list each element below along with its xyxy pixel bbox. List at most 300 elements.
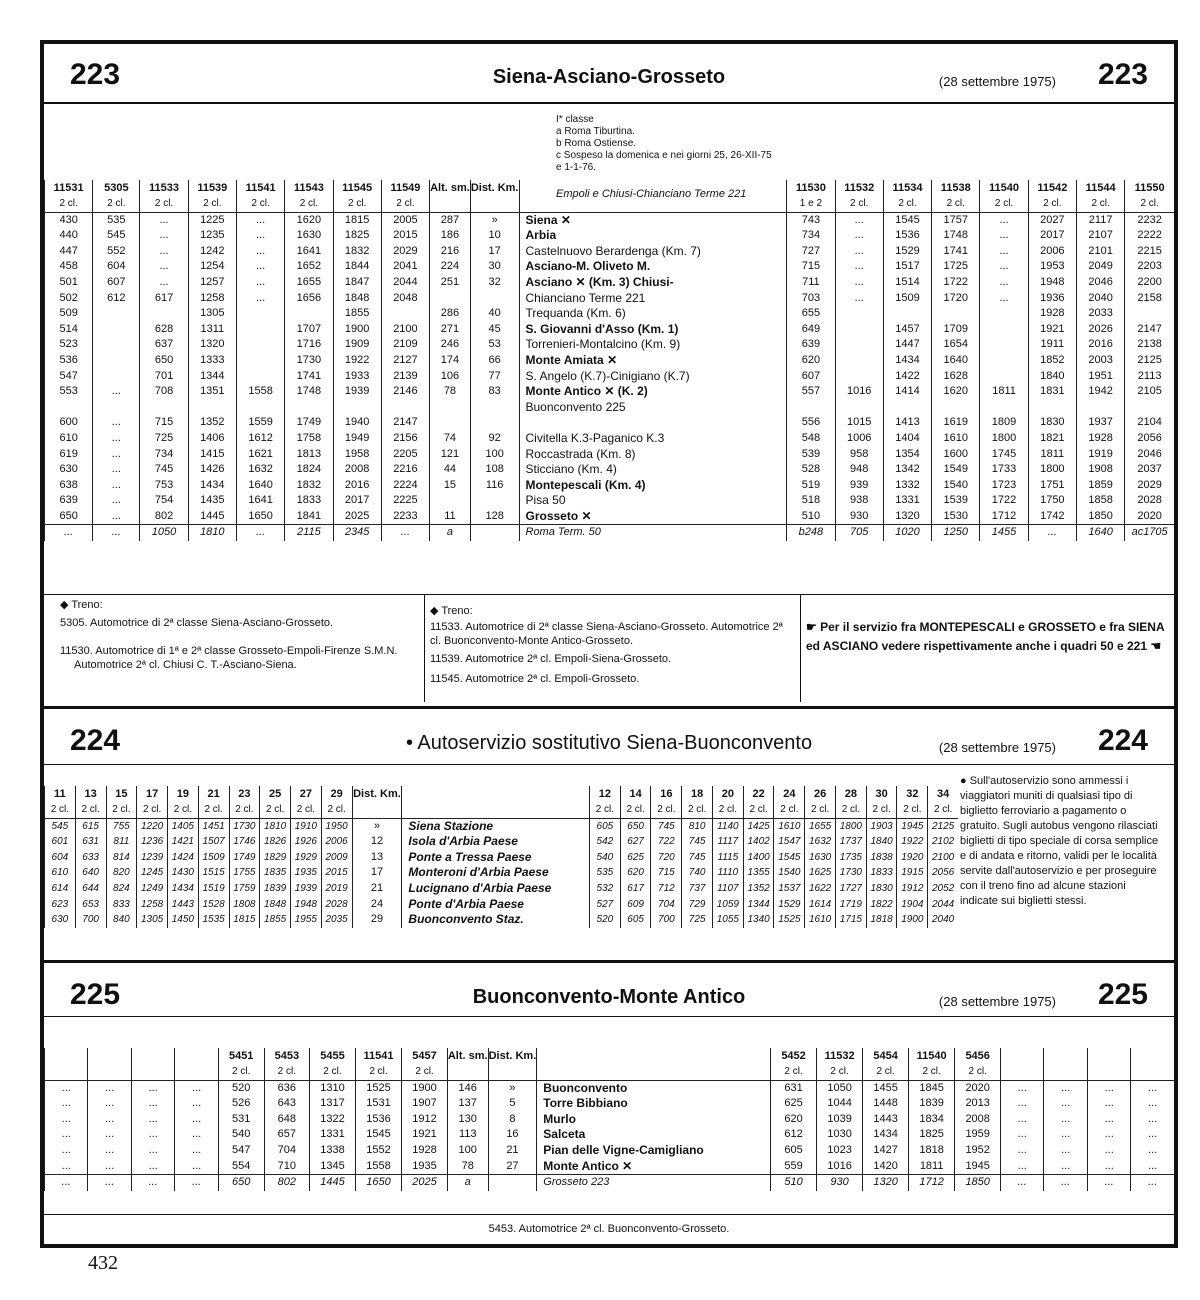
time-cell: ... xyxy=(1028,525,1076,541)
time-cell: ... xyxy=(45,1159,88,1175)
time-cell: 1535 xyxy=(198,912,229,928)
time-cell: 2008 xyxy=(955,1112,1001,1128)
time-cell: 1841 xyxy=(285,509,333,525)
table-row xyxy=(45,865,959,881)
time-cell xyxy=(93,322,140,338)
time-cell: 1620 xyxy=(932,384,980,400)
time-cell: 1625 xyxy=(805,865,836,881)
bus-number: 24 xyxy=(774,786,805,802)
table-row xyxy=(45,244,1175,260)
table-row xyxy=(45,447,1175,463)
time-cell: 519 xyxy=(787,478,835,494)
train-number: 11540 xyxy=(908,1048,954,1064)
time-cell: 1107 xyxy=(712,881,743,897)
time-cell: 2056 xyxy=(928,865,958,881)
time-cell: ... xyxy=(88,1127,131,1143)
time-cell: 545 xyxy=(93,228,140,244)
station-name: Buonconvento Staz. xyxy=(402,912,590,928)
time-cell: 1811 xyxy=(1028,447,1076,463)
time-cell: 1331 xyxy=(310,1127,356,1143)
train-number xyxy=(1001,1048,1044,1064)
time-cell: ... xyxy=(1001,1143,1044,1159)
class-label: 2 cl. xyxy=(198,802,229,818)
time-cell: 1859 xyxy=(1076,478,1124,494)
time-cell: 1727 xyxy=(835,881,866,897)
table-row xyxy=(45,786,959,802)
station-name: Chianciano Terme 221 xyxy=(519,291,787,307)
class-label: 2 cl. xyxy=(1076,196,1124,212)
time-cell: ... xyxy=(1001,1159,1044,1175)
time-cell xyxy=(93,353,140,369)
time-cell xyxy=(835,306,883,322)
km-cell: 29 xyxy=(352,912,402,928)
time-cell: 2003 xyxy=(1076,353,1124,369)
time-cell: 930 xyxy=(816,1175,862,1191)
km-cell: 45 xyxy=(470,322,519,338)
time-cell: 1725 xyxy=(932,259,980,275)
table-row xyxy=(45,525,1175,541)
time-cell: 705 xyxy=(835,525,883,541)
time-cell: 617 xyxy=(620,881,651,897)
time-cell: ... xyxy=(1044,1096,1087,1112)
table-number: 225 xyxy=(1097,978,1148,1011)
time-cell: 1850 xyxy=(1076,509,1124,525)
time-cell: 2113 xyxy=(1125,369,1174,385)
time-cell: ... xyxy=(1044,1112,1087,1128)
time-cell: 2203 xyxy=(1125,259,1174,275)
time-cell: 1845 xyxy=(908,1080,954,1096)
time-cell: 1528 xyxy=(198,897,229,913)
time-cell: ... xyxy=(88,1175,131,1191)
time-cell: 1831 xyxy=(1028,384,1076,400)
time-cell: 639 xyxy=(787,337,835,353)
time-cell: 2026 xyxy=(1076,322,1124,338)
time-cell: 1928 xyxy=(402,1143,448,1159)
time-cell: 1825 xyxy=(908,1127,954,1143)
bus-number: 26 xyxy=(805,786,836,802)
time-cell: 1322 xyxy=(310,1112,356,1128)
class-label: 1 e 2 xyxy=(787,196,835,212)
km-cell: 77 xyxy=(470,369,519,385)
class-label xyxy=(1044,1064,1087,1080)
time-cell: 615 xyxy=(75,818,106,834)
time-cell: 840 xyxy=(106,912,137,928)
time-cell: 1507 xyxy=(198,834,229,850)
alt-cell: 137 xyxy=(447,1096,488,1112)
time-cell: 1825 xyxy=(333,228,381,244)
time-cell: 1730 xyxy=(229,818,260,834)
km-cell xyxy=(488,1175,537,1191)
time-cell: 700 xyxy=(651,912,682,928)
table-row xyxy=(45,196,1175,212)
train-number xyxy=(131,1048,174,1064)
train-number: 11543 xyxy=(285,180,333,196)
time-cell: 2102 xyxy=(928,834,958,850)
time-cell: 740 xyxy=(682,865,713,881)
time-cell: 1655 xyxy=(285,275,333,291)
alt-cell xyxy=(430,415,471,431)
station-name: Ponte d'Arbia Paese xyxy=(402,897,590,913)
time-cell: 1355 xyxy=(743,865,774,881)
time-cell: 2040 xyxy=(928,912,958,928)
time-cell: 1741 xyxy=(932,244,980,260)
time-cell: 1949 xyxy=(333,431,381,447)
time-cell: 650 xyxy=(218,1175,264,1191)
train-number: 11531 xyxy=(45,180,93,196)
bus-number: 14 xyxy=(620,786,651,802)
notes-left: ◆ Treno: 5305. Automotrice di 2ª classe Siena-Asciano-Grosseto. 11530. Automotrice di 1ª e 2ª classe Grosseto-Empoli-Firenze S.M.N. Automotrice 2ª cl. Chiusi C. T.-Asciano-Siena. xyxy=(60,599,398,671)
time-cell: 1759 xyxy=(229,881,260,897)
station-name: Siena ✕ xyxy=(519,212,787,228)
time-cell: ... xyxy=(835,244,883,260)
time-cell: 2052 xyxy=(928,881,958,897)
table-row xyxy=(45,1096,1175,1112)
table-row xyxy=(45,850,959,866)
table-row xyxy=(45,415,1175,431)
time-cell: ... xyxy=(140,275,188,291)
time-cell: 1656 xyxy=(285,291,333,307)
table-title: Siena-Asciano-Grosseto xyxy=(492,66,726,88)
time-cell: 711 xyxy=(787,275,835,291)
time-cell: 2125 xyxy=(928,818,958,834)
table-row xyxy=(45,818,959,834)
time-cell: 802 xyxy=(140,509,188,525)
section-225 xyxy=(44,964,1174,1248)
time-cell: ... xyxy=(236,244,284,260)
class-label: 2 cl. xyxy=(883,196,931,212)
time-cell: 703 xyxy=(787,291,835,307)
time-cell: 1915 xyxy=(897,865,928,881)
class-label: 2 cl. xyxy=(45,802,76,818)
time-cell xyxy=(883,400,931,416)
time-cell: 1719 xyxy=(835,897,866,913)
time-cell: 1848 xyxy=(260,897,291,913)
time-cell: 2028 xyxy=(321,897,352,913)
time-cell: 1530 xyxy=(932,509,980,525)
time-cell: ... xyxy=(1001,1096,1044,1112)
km-cell xyxy=(352,802,402,818)
km-cell: 30 xyxy=(470,259,519,275)
class-label: 2 cl. xyxy=(863,1064,909,1080)
time-cell: 523 xyxy=(45,337,93,353)
time-cell: 527 xyxy=(589,897,620,913)
time-cell: 623 xyxy=(45,897,76,913)
time-cell: 1908 xyxy=(1076,462,1124,478)
class-label: 2 cl. xyxy=(682,802,713,818)
time-cell: 2016 xyxy=(333,478,381,494)
time-cell: 1015 xyxy=(835,415,883,431)
time-cell: 1610 xyxy=(805,912,836,928)
time-cell: 2215 xyxy=(1125,244,1174,260)
time-cell: 1610 xyxy=(774,818,805,834)
time-cell xyxy=(188,400,236,416)
class-label: 2 cl. xyxy=(589,802,620,818)
km-cell: 100 xyxy=(470,447,519,463)
station-name: Siena Stazione xyxy=(402,818,590,834)
time-cell: 1935 xyxy=(402,1159,448,1175)
time-cell: 1537 xyxy=(774,881,805,897)
time-cell: 1821 xyxy=(1028,431,1076,447)
time-cell: 745 xyxy=(682,834,713,850)
station-name: Salceta xyxy=(537,1127,771,1143)
table-row xyxy=(45,431,1175,447)
time-cell: 502 xyxy=(45,291,93,307)
time-cell: 2225 xyxy=(381,493,429,509)
bus-number: 17 xyxy=(137,786,168,802)
time-cell: 1455 xyxy=(980,525,1028,541)
time-cell: 1320 xyxy=(863,1175,909,1191)
train-number: 11541 xyxy=(355,1048,401,1064)
time-cell: ... xyxy=(131,1159,174,1175)
train-number: 5451 xyxy=(218,1048,264,1064)
bus-number: 12 xyxy=(589,786,620,802)
time-cell: ... xyxy=(1087,1175,1130,1191)
time-cell: 1258 xyxy=(137,897,168,913)
time-cell: 2033 xyxy=(1076,306,1124,322)
time-cell: 2046 xyxy=(1076,275,1124,291)
bus-number: 19 xyxy=(168,786,199,802)
time-cell: 639 xyxy=(45,493,93,509)
time-cell: 605 xyxy=(771,1143,817,1159)
station-name: Grosseto 223 xyxy=(537,1175,771,1191)
alt-header: Alt. sm. xyxy=(430,182,470,194)
time-cell: 2158 xyxy=(1125,291,1174,307)
km-cell: 21 xyxy=(352,881,402,897)
time-cell: 1220 xyxy=(137,818,168,834)
time-cell: 734 xyxy=(787,228,835,244)
class-label xyxy=(131,1064,174,1080)
time-cell: 1830 xyxy=(1028,415,1076,431)
time-cell: 1344 xyxy=(743,897,774,913)
time-cell: 1939 xyxy=(333,384,381,400)
time-cell: 1822 xyxy=(866,897,897,913)
alt-cell: 224 xyxy=(430,259,471,275)
time-cell: 1936 xyxy=(1028,291,1076,307)
time-cell: 1840 xyxy=(866,834,897,850)
train-number: 11539 xyxy=(188,180,236,196)
time-cell: 1529 xyxy=(883,244,931,260)
time-cell: 601 xyxy=(45,834,76,850)
time-cell: 1525 xyxy=(774,912,805,928)
km-cell: 92 xyxy=(470,431,519,447)
time-cell xyxy=(285,306,333,322)
time-cell: 1733 xyxy=(980,462,1028,478)
class-label: 2 cl. xyxy=(93,196,140,212)
time-cell: 1434 xyxy=(883,353,931,369)
time-cell: 637 xyxy=(140,337,188,353)
time-cell: ... xyxy=(236,212,284,228)
time-cell: ... xyxy=(980,291,1028,307)
time-cell: ... xyxy=(140,228,188,244)
time-cell: 1741 xyxy=(285,369,333,385)
bus-number: 15 xyxy=(106,786,137,802)
class-label: 2 cl. xyxy=(260,802,291,818)
time-cell: 1937 xyxy=(1076,415,1124,431)
section-header xyxy=(44,964,1174,1022)
time-cell xyxy=(140,400,188,416)
station-name: Buonconvento xyxy=(537,1080,771,1096)
time-cell: ... xyxy=(175,1127,218,1143)
time-cell: 1610 xyxy=(932,431,980,447)
time-cell: ... xyxy=(45,1080,88,1096)
time-cell: 701 xyxy=(140,369,188,385)
km-cell: 12 xyxy=(352,834,402,850)
time-cell: ... xyxy=(236,291,284,307)
table-row xyxy=(45,802,959,818)
time-cell: 2107 xyxy=(1076,228,1124,244)
time-cell: 1940 xyxy=(333,415,381,431)
time-cell: 628 xyxy=(140,322,188,338)
time-cell: 1424 xyxy=(168,850,199,866)
time-cell xyxy=(980,337,1028,353)
time-cell: 1536 xyxy=(355,1112,401,1128)
time-cell: 1818 xyxy=(908,1143,954,1159)
station-name: Montepescali (Km. 4) xyxy=(519,478,787,494)
time-cell xyxy=(980,322,1028,338)
alt-cell: 78 xyxy=(447,1159,488,1175)
time-cell: ... xyxy=(1087,1080,1130,1096)
time-cell: 559 xyxy=(771,1159,817,1175)
time-cell: 650 xyxy=(45,509,93,525)
time-cell: ... xyxy=(1087,1127,1130,1143)
station-cell xyxy=(402,802,590,818)
table-number: 225 xyxy=(70,978,121,1011)
time-cell: 1751 xyxy=(1028,478,1076,494)
bus-number: 23 xyxy=(229,786,260,802)
time-cell: ... xyxy=(835,259,883,275)
alt-cell: 251 xyxy=(430,275,471,291)
time-cell: 440 xyxy=(45,228,93,244)
km-cell xyxy=(470,415,519,431)
bus-number: 32 xyxy=(897,786,928,802)
time-cell: 720 xyxy=(651,850,682,866)
time-cell: ... xyxy=(980,275,1028,291)
time-cell: 1824 xyxy=(285,462,333,478)
train-number: 5453 xyxy=(264,1048,310,1064)
time-cell: 1320 xyxy=(188,337,236,353)
time-cell: 939 xyxy=(835,478,883,494)
time-cell: ... xyxy=(88,1096,131,1112)
station-header xyxy=(537,1048,771,1064)
time-cell: 1911 xyxy=(1028,337,1076,353)
time-cell: 1749 xyxy=(285,415,333,431)
time-cell: ... xyxy=(45,1143,88,1159)
train-number xyxy=(175,1048,218,1064)
time-cell xyxy=(980,369,1028,385)
time-cell: 1352 xyxy=(188,415,236,431)
time-cell xyxy=(980,306,1028,322)
time-cell: ... xyxy=(1087,1143,1130,1159)
time-cell xyxy=(787,400,835,416)
time-cell xyxy=(835,337,883,353)
time-cell: 1305 xyxy=(188,306,236,322)
time-cell: 1425 xyxy=(743,818,774,834)
time-cell: 2345 xyxy=(333,525,381,541)
time-cell: 1835 xyxy=(260,865,291,881)
time-cell: 1800 xyxy=(980,431,1028,447)
class-label: 2 cl. xyxy=(236,196,284,212)
time-cell: 2048 xyxy=(381,291,429,307)
time-cell: 715 xyxy=(651,865,682,881)
time-cell: 2205 xyxy=(381,447,429,463)
time-cell: 1354 xyxy=(883,447,931,463)
time-cell: 1531 xyxy=(355,1096,401,1112)
time-cell: 653 xyxy=(75,897,106,913)
class-label: 2 cl. xyxy=(75,802,106,818)
time-cell: 2006 xyxy=(1028,244,1076,260)
time-cell: ac1705 xyxy=(1125,525,1174,541)
time-cell: 1904 xyxy=(897,897,928,913)
class-label: 2 cl. xyxy=(835,196,883,212)
time-cell: 1540 xyxy=(774,865,805,881)
station-header xyxy=(402,786,590,802)
time-cell: 1547 xyxy=(774,834,805,850)
time-cell: 1451 xyxy=(198,818,229,834)
time-cell: 1959 xyxy=(955,1127,1001,1143)
time-cell: 1745 xyxy=(980,447,1028,463)
km-cell: 27 xyxy=(488,1159,537,1175)
station-name: S. Giovanni d'Asso (Km. 1) xyxy=(519,322,787,338)
class-label: 2 cl. xyxy=(106,802,137,818)
time-cell: 1832 xyxy=(285,478,333,494)
time-cell: 1948 xyxy=(291,897,322,913)
time-cell: 540 xyxy=(589,850,620,866)
time-cell: 2017 xyxy=(1028,228,1076,244)
time-cell: 2015 xyxy=(321,865,352,881)
time-cell xyxy=(236,353,284,369)
time-cell: 2027 xyxy=(1028,212,1076,228)
time-cell: 644 xyxy=(75,881,106,897)
time-cell: 2016 xyxy=(1076,337,1124,353)
time-cell: 509 xyxy=(45,306,93,322)
time-cell: 1746 xyxy=(229,834,260,850)
time-cell: ... xyxy=(1131,1159,1174,1175)
time-cell: 2044 xyxy=(381,275,429,291)
train-number: 11549 xyxy=(381,180,429,196)
time-cell: 640 xyxy=(75,865,106,881)
page-number: 432 xyxy=(88,1252,118,1274)
time-cell: 1050 xyxy=(816,1080,862,1096)
time-cell: 2109 xyxy=(381,337,429,353)
time-cell: 2216 xyxy=(381,462,429,478)
class-label: 2 cl. xyxy=(928,802,958,818)
station-name: Arbia xyxy=(519,228,787,244)
time-cell: ... xyxy=(131,1143,174,1159)
time-cell: 2127 xyxy=(381,353,429,369)
bus-number: 28 xyxy=(835,786,866,802)
alt-cell xyxy=(430,400,471,416)
time-cell: 1834 xyxy=(908,1112,954,1128)
time-cell: 1338 xyxy=(310,1143,356,1159)
time-cell: ... xyxy=(1131,1080,1174,1096)
time-cell: 725 xyxy=(682,912,713,928)
time-cell: 1716 xyxy=(285,337,333,353)
time-cell: 1850 xyxy=(955,1175,1001,1191)
km-cell xyxy=(470,196,519,212)
time-cell: 2146 xyxy=(381,384,429,400)
time-cell: 745 xyxy=(651,818,682,834)
time-cell: 2005 xyxy=(381,212,429,228)
time-cell: 1413 xyxy=(883,415,931,431)
time-cell: 1257 xyxy=(188,275,236,291)
time-cell: 1921 xyxy=(1028,322,1076,338)
time-cell: 1509 xyxy=(883,291,931,307)
time-cell: 930 xyxy=(835,509,883,525)
time-cell: 1352 xyxy=(743,881,774,897)
time-cell: ... xyxy=(175,1159,218,1175)
time-cell: 2015 xyxy=(381,228,429,244)
time-cell: ... xyxy=(45,1096,88,1112)
